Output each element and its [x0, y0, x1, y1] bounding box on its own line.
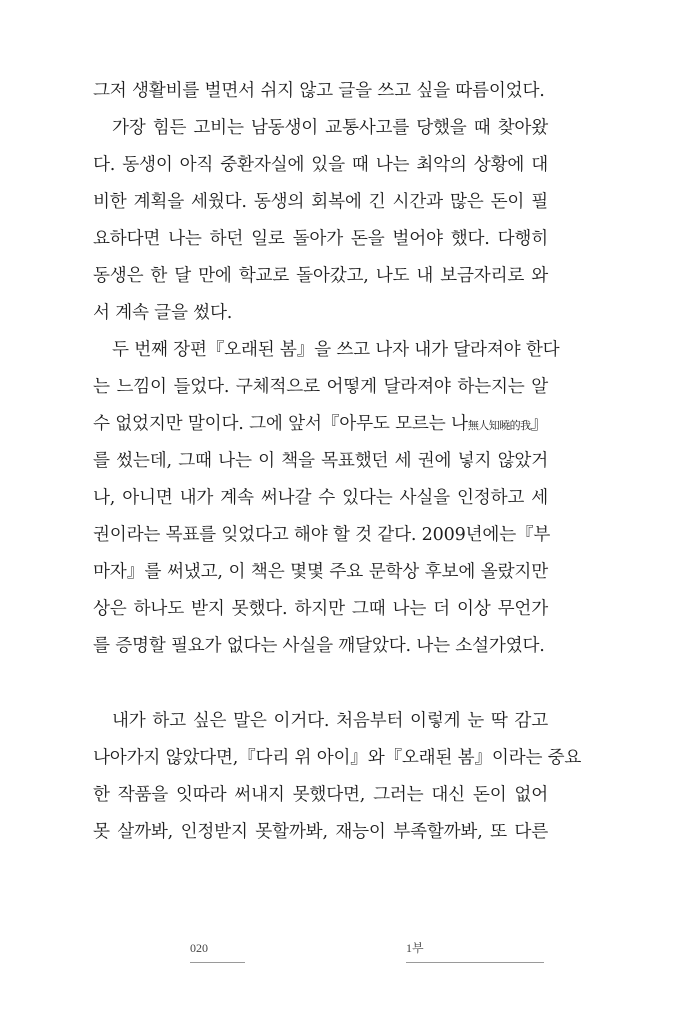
text-line: 가장 힘든 고비는 남동생이 교통사고를 당했을 때 찾아왔 [112, 118, 548, 138]
text-line: 는 느낌이 들었다. 구체적으로 어떻게 달라져야 하는지는 알 [93, 377, 548, 397]
text-segment: 수 없었지만 말이다. 그에 앞서『아무도 모르는 나 [93, 414, 468, 434]
text-line: 권이라는 목표를 잊었다고 해야 할 것 같다. 2009년에는『부 [93, 525, 551, 545]
text-line: 못 살까봐, 인정받지 못할까봐, 재능이 부족할까봐, 또 다른 [93, 822, 548, 842]
page-number: 020 [190, 940, 245, 963]
text-line: 한 작품을 잇따라 써내지 못했다면, 그러는 대신 돈이 없어 [93, 785, 548, 805]
text-line: 요하다면 나는 하던 일로 돌아가 돈을 벌어야 했다. 다행히 [93, 229, 548, 249]
text-line: 다. 동생이 아직 중환자실에 있을 때 나는 최악의 상황에 대 [93, 155, 548, 175]
text-line: 비한 계획을 세웠다. 동생의 회복에 긴 시간과 많은 돈이 필 [93, 192, 548, 212]
text-line: 두 번째 장편『오래된 봄』을 쓰고 나자 내가 달라져야 한다 [112, 340, 560, 360]
text-line [93, 406, 548, 443]
section-label: 1부 [406, 940, 544, 963]
paragraph-gap [93, 665, 548, 703]
body-text [93, 73, 582, 851]
text-line: 나, 아니면 내가 계속 써나갈 수 있다는 사실을 인정하고 세 [93, 488, 548, 508]
text-line: 서 계속 글을 썼다. [93, 303, 233, 323]
text-line: 내가 하고 싶은 말은 이거다. 처음부터 이렇게 눈 딱 감고 [112, 711, 548, 731]
text-line: 를 썼는데, 그때 나는 이 책을 목표했던 세 권에 넣지 않았거 [93, 451, 548, 471]
title-close-bracket: 』 [530, 414, 549, 434]
text-line: 그저 생활비를 벌면서 쉬지 않고 글을 쓰고 싶을 따름이었다. [93, 81, 545, 101]
text-line: 동생은 한 달 만에 학교로 돌아갔고, 나도 내 보금자리로 와 [93, 266, 548, 286]
text-line: 나아가지 않았다면,『다리 위 아이』와『오래된 봄』이라는 중요 [93, 748, 582, 768]
hanja-title: 無人知曉的我 [467, 419, 531, 432]
text-line: 마자』를 써냈고, 이 책은 몇몇 주요 문학상 후보에 올랐지만 [93, 562, 548, 582]
text-line: 상은 하나도 받지 못했다. 하지만 그때 나는 더 이상 무언가 [93, 599, 548, 619]
text-line: 를 증명할 필요가 없다는 사실을 깨달았다. 나는 소설가였다. [93, 636, 545, 656]
